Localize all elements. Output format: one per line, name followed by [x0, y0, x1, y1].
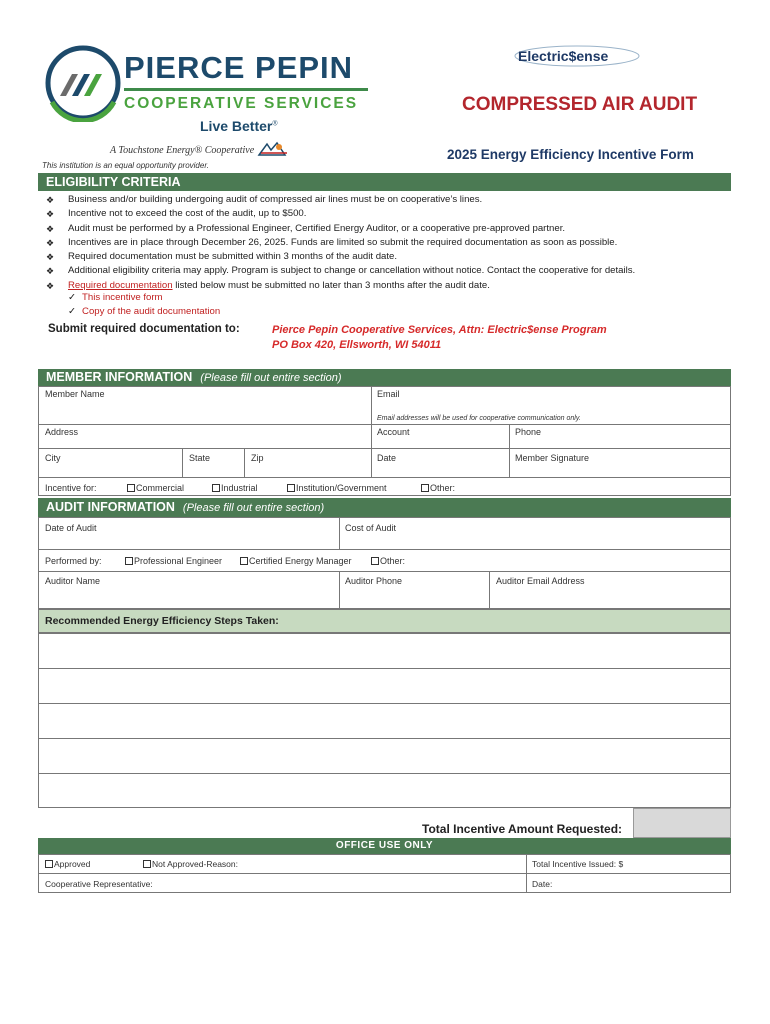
checkmark-icon: ✓ [68, 306, 77, 317]
audit-info-header: AUDIT INFORMATION (Please fill out entire section) [38, 498, 731, 517]
performed-by-label: Performed by: [45, 556, 102, 566]
bullet-icon: ❖ [46, 266, 55, 277]
required-docs-link[interactable]: Required documentation [68, 279, 173, 291]
zip-field[interactable]: Zip [251, 453, 264, 463]
eligibility-list [46, 193, 736, 293]
checkbox-icon [212, 484, 220, 492]
checkbox-icon [421, 484, 429, 492]
institution-checkbox[interactable]: Institution/Government [287, 483, 387, 493]
professional-engineer-checkbox[interactable]: Professional Engineer [125, 556, 222, 566]
cost-of-audit-field[interactable]: Cost of Audit [345, 523, 397, 533]
eligibility-header: ELIGIBILITY CRITERIA [38, 173, 731, 191]
list-item: ❖ Audit must be performed by a Professional Engineer, Certified Energy Auditor, or a cooperative pre-approved partner. [46, 222, 736, 236]
member-name-field[interactable]: Member Name [45, 389, 105, 399]
phone-field[interactable]: Phone [515, 427, 542, 437]
checkbox-icon [127, 484, 135, 492]
checkbox-icon [143, 860, 151, 868]
electricsense-text: Electric$ense [518, 48, 609, 64]
brand-divider [124, 88, 368, 91]
auditor-phone-field[interactable]: Auditor Phone [345, 576, 403, 586]
list-item: ❖ Incentives are in place through December 26, 2025. Funds are limited so submit the required documentation as soon as possible. [46, 236, 736, 250]
org-subname: COOPERATIVE SERVICES [124, 95, 359, 112]
approved-checkbox[interactable]: Approved [45, 859, 90, 869]
bullet-icon: ❖ [46, 223, 55, 234]
checkbox-icon [240, 557, 248, 565]
doc-item-form: ✓ This incentive form [68, 292, 163, 303]
recommended-steps-header: Recommended Energy Efficiency Steps Taken: [38, 609, 731, 633]
email-note: Email addresses will be used for cooperative communication only. [377, 415, 581, 422]
org-name: PIERCE PEPIN [124, 50, 354, 85]
date-field[interactable]: Date [377, 453, 397, 463]
coop-rep-field[interactable]: Cooperative Representative: [45, 879, 153, 889]
cooperative-logo-icon [44, 44, 122, 122]
bullet-icon: ❖ [46, 252, 55, 263]
bullet-icon: ❖ [46, 195, 55, 205]
list-item: ❖ Additional eligibility criteria may apply. Program is subject to change or cancellation without notice. Contact the cooperative for details. [46, 264, 736, 278]
checkbox-icon [371, 557, 379, 565]
city-field[interactable]: City [45, 453, 61, 463]
total-incentive-input[interactable] [633, 808, 731, 838]
submit-label: Submit required documentation to: [48, 323, 240, 335]
not-approved-checkbox[interactable]: Not Approved-Reason: [143, 859, 238, 869]
form-subtitle: 2025 Energy Efficiency Incentive Form [447, 147, 694, 162]
bullet-icon: ❖ [46, 280, 55, 291]
date-of-audit-field[interactable]: Date of Audit [45, 523, 97, 533]
list-item: ❖ Required documentation must be submitted within 3 months of the audit date. [46, 250, 736, 264]
electricsense-logo-icon [512, 42, 642, 70]
doc-item-audit: ✓ Copy of the audit documentation [68, 306, 221, 317]
performer-other-checkbox[interactable]: Other: [371, 556, 405, 566]
bullet-icon: ❖ [46, 237, 55, 248]
state-field[interactable]: State [189, 453, 211, 463]
provider-note: This institution is an equal opportunity provider. [42, 161, 209, 170]
incentive-for-label: Incentive for: [45, 483, 97, 493]
submit-address: Pierce Pepin Cooperative Services, Attn: Electric$ense Program PO Box 420, Ellsworth, WI 54011 [272, 324, 607, 351]
list-item: ❖ Incentive not to exceed the cost of the audit, up to $500. [46, 207, 736, 221]
checkbox-icon [287, 484, 295, 492]
touchstone-logo-icon [257, 141, 291, 157]
checkbox-icon [45, 860, 53, 868]
bullet-icon: ❖ [46, 209, 55, 220]
touchstone-text: A Touchstone Energy® Cooperative [110, 141, 291, 157]
total-incentive-label: Total Incentive Amount Requested: [422, 822, 623, 836]
total-issued-field[interactable]: Total Incentive Issued: $ [532, 859, 624, 869]
member-info-box [38, 386, 731, 496]
commercial-checkbox[interactable]: Commercial [127, 483, 184, 493]
other-checkbox[interactable]: Other: [421, 483, 455, 493]
office-use-header: OFFICE USE ONLY [38, 838, 731, 854]
industrial-checkbox[interactable]: Industrial [212, 483, 258, 493]
checkbox-icon [125, 557, 133, 565]
account-field[interactable]: Account [377, 427, 410, 437]
page-title: COMPRESSED AIR AUDIT [462, 94, 698, 115]
address-field[interactable]: Address [45, 427, 79, 437]
cem-checkbox[interactable]: Certified Energy Manager [240, 556, 352, 566]
office-date-field[interactable]: Date: [532, 879, 553, 889]
tagline: Live Better® [200, 118, 278, 134]
member-signature-field[interactable]: Member Signature [515, 453, 590, 463]
list-item: ❖ Required documentation listed below must be submitted no later than 3 months after the audit date. [46, 279, 736, 293]
email-field[interactable]: Email [377, 389, 400, 399]
checkmark-icon: ✓ [68, 292, 77, 303]
auditor-email-field[interactable]: Auditor Email Address [496, 576, 585, 586]
recommended-steps-area[interactable] [38, 633, 731, 808]
member-info-header: MEMBER INFORMATION (Please fill out entire section) [38, 369, 731, 386]
auditor-name-field[interactable]: Auditor Name [45, 576, 101, 586]
list-item: ❖ Business and/or building undergoing audit of compressed air lines must be on cooperative’s lines. [46, 193, 736, 207]
